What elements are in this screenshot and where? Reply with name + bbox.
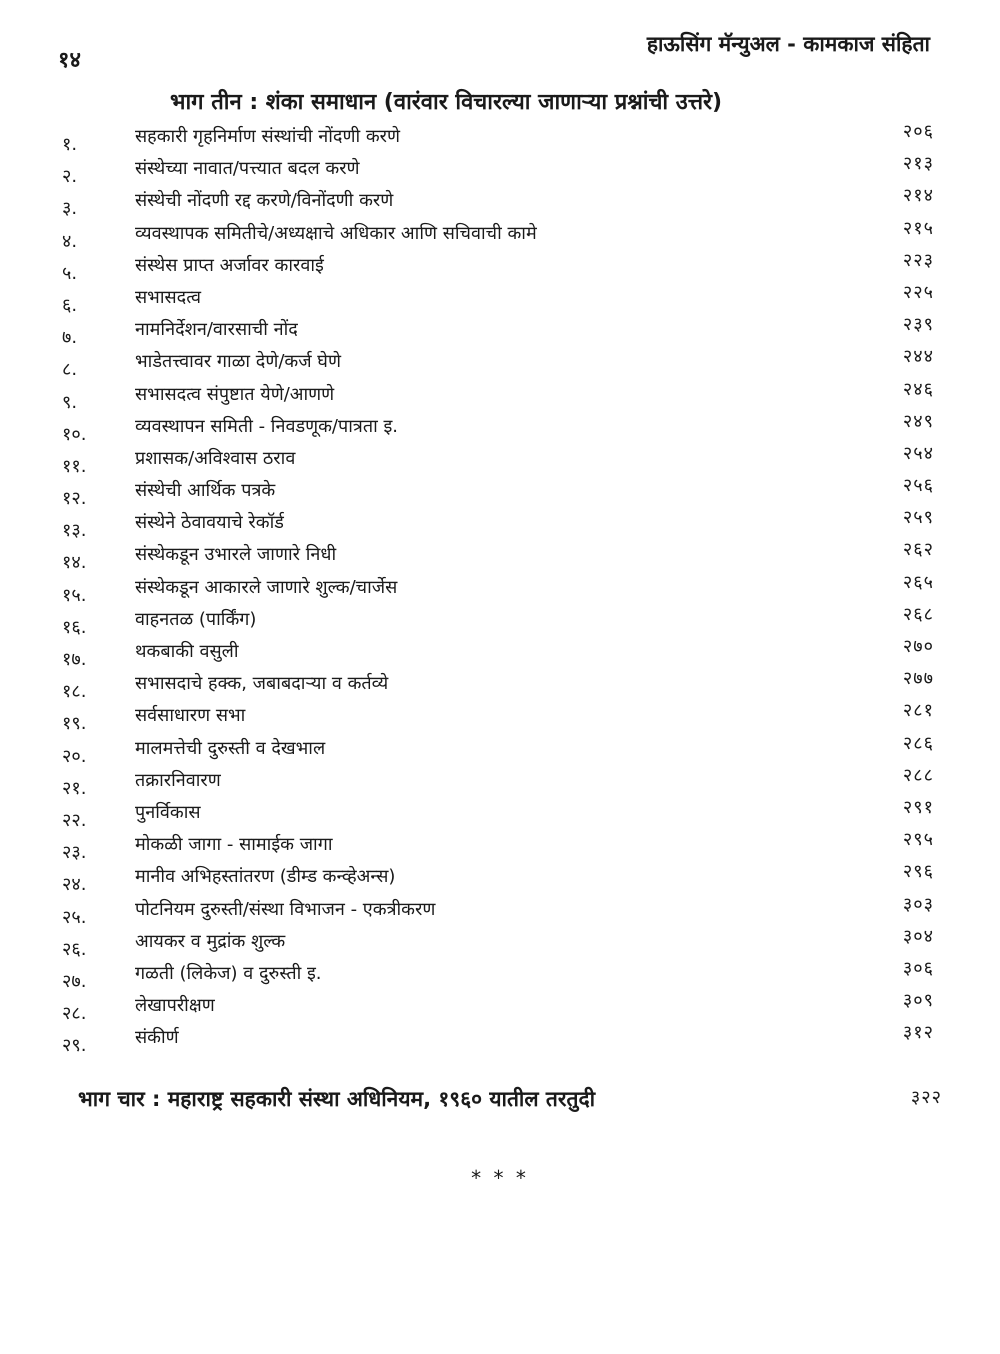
toc-entry-title: पुनर्विकास: [135, 801, 201, 823]
toc-entry-number: २५.: [62, 906, 87, 928]
toc-entry-number: १७.: [62, 649, 87, 670]
toc-entry-number: ४.: [62, 230, 78, 252]
toc-entry-number: २९.: [62, 1035, 87, 1057]
toc-entry-page: २२५: [902, 281, 934, 303]
toc-entry: [0, 347, 1000, 379]
toc-entry-number: २८.: [62, 1003, 87, 1025]
toc-entry-number: १८.: [62, 681, 87, 703]
toc-entry-number: १५.: [62, 584, 87, 606]
toc-entry-title: संकीर्ण: [135, 1027, 179, 1049]
toc-entry: [0, 154, 1000, 186]
toc-entry: [0, 251, 1000, 283]
toc-entry: [0, 186, 1000, 218]
toc-entry: [0, 380, 1000, 412]
toc-entry: [0, 959, 1000, 991]
toc-entry-page: २७०: [902, 636, 934, 657]
toc-entry-page: ३०९: [902, 990, 934, 1012]
toc-entry-title: संस्थेची नोंदणी रद्द करणे/विनोंदणी करणे: [135, 190, 394, 212]
toc-entry: [0, 669, 1000, 701]
toc-entry: [0, 476, 1000, 508]
toc-entry-page: २०६: [902, 121, 934, 142]
toc-entry-title: वाहनतळ (पार्किंग): [135, 608, 257, 630]
toc-entry: [0, 540, 1000, 572]
toc-entry-title: संस्थेच्या नावात/पत्त्यात बदल करणे: [135, 158, 360, 180]
toc-entry-page: २८१: [902, 700, 934, 722]
toc-entry-title: व्यवस्थापक समितीचे/अध्यक्षाचे अधिकार आणि सचिवाची कामे: [135, 222, 537, 244]
toc-entry-title: संस्थेची आर्थिक पत्रके: [135, 480, 276, 502]
running-head: हाऊसिंग मॅन्युअल - कामकाज संहिता: [646, 32, 930, 56]
toc-entry: [0, 219, 1000, 251]
toc-entry: [0, 412, 1000, 444]
toc-entry: [0, 315, 1000, 347]
toc-entry: [0, 830, 1000, 862]
toc-entry-page: २४९: [902, 410, 934, 432]
toc-entry: [0, 991, 1000, 1023]
toc-entry-title: व्यवस्थापन समिती - निवडणूक/पात्रता इ.: [135, 415, 399, 437]
toc-entry-number: २०.: [62, 745, 87, 767]
toc-entry-title: सभासदाचे हक्क, जबाबदाऱ्या व कर्तव्ये: [135, 673, 389, 695]
toc-entry-page: ३०४: [902, 925, 934, 947]
toc-entry-page: २५६: [902, 475, 934, 497]
toc-entry-page: २८६: [902, 732, 934, 754]
toc-entry-number: ११.: [62, 455, 87, 477]
toc-entry-page: २६८: [902, 603, 934, 625]
toc-entry-page: २६५: [902, 571, 934, 593]
toc-entry: [0, 895, 1000, 927]
toc-entry: [0, 637, 1000, 669]
toc-list: [0, 122, 1000, 1055]
toc-entry-page: २३९: [902, 314, 934, 336]
toc-entry-number: ७.: [62, 327, 78, 349]
toc-entry-number: ३.: [62, 198, 78, 220]
toc-entry-title: मानीव अभिहस्तांतरण (डीम्ड कन्व्हेअन्स): [135, 866, 396, 888]
toc-entry-title: पोटनियम दुरुस्ती/संस्था विभाजन - एकत्रीकरण: [135, 898, 436, 920]
part-four-page: ३२२: [910, 1087, 942, 1108]
toc-entry-number: २६.: [62, 938, 87, 960]
toc-entry-title: प्रशासक/अविश्वास ठराव: [135, 447, 296, 469]
toc-entry-number: १९.: [62, 713, 87, 735]
toc-entry-page: २१५: [902, 217, 934, 239]
toc-entry: [0, 701, 1000, 733]
toc-entry-title: भाडेतत्त्वावर गाळा देणे/कर्ज घेणे: [135, 351, 341, 373]
toc-entry-title: थकबाकी वसुली: [135, 641, 239, 662]
toc-entry: [0, 734, 1000, 766]
toc-entry-number: ६.: [62, 294, 78, 316]
toc-entry-title: संस्थेकडून आकारले जाणारे शुल्क/चार्जेस: [135, 576, 398, 598]
toc-entry-page: २७७: [902, 668, 934, 690]
toc-entry-title: आयकर व मुद्रांक शुल्क: [135, 930, 286, 952]
toc-entry-title: सर्वसाधारण सभा: [135, 705, 246, 727]
toc-entry-title: नामनिर्देशन/वारसाची नोंद: [135, 319, 298, 341]
toc-entry-number: २३.: [62, 842, 87, 864]
toc-entry: [0, 1023, 1000, 1055]
toc-entry-page: ३०६: [902, 957, 934, 979]
toc-entry-page: २८८: [902, 764, 934, 786]
toc-entry: [0, 283, 1000, 315]
toc-entry-number: १०.: [62, 423, 87, 445]
toc-entry-page: २५९: [902, 507, 934, 529]
toc-entry-number: २२.: [62, 809, 87, 831]
toc-entry: [0, 444, 1000, 476]
section-title: भाग तीन : शंका समाधान (वारंवार विचारल्या जाणाऱ्या प्रश्नांची उत्तरे): [170, 90, 723, 115]
toc-entry-page: २९५: [902, 829, 934, 851]
toc-entry-page: २४४: [902, 346, 934, 368]
toc-entry-number: २४.: [62, 874, 87, 896]
toc-entry-number: १२.: [62, 488, 87, 510]
toc-entry-page: २४६: [902, 378, 934, 400]
toc-entry-number: १४.: [62, 552, 87, 574]
toc-entry-page: २९६: [902, 861, 934, 883]
part-four-title: भाग चार : महाराष्ट्र सहकारी संस्था अधिनियम, १९६० यातील तरतुदी: [78, 1087, 596, 1111]
toc-entry-page: २१३: [902, 153, 934, 175]
toc-entry-title: तक्रारनिवारण: [135, 769, 221, 791]
toc-entry-number: २७.: [62, 970, 87, 992]
toc-entry-title: संस्थेस प्राप्त अर्जावर कारवाई: [135, 254, 324, 276]
toc-entry-number: ८.: [62, 359, 78, 381]
toc-entry-number: २.: [62, 166, 78, 188]
toc-entry-title: संस्थेने ठेवावयाचे रेकॉर्ड: [135, 512, 284, 534]
toc-entry-title: सभासदत्व: [135, 286, 201, 308]
toc-entry-number: १३.: [62, 520, 87, 542]
toc-entry-title: संस्थेकडून उभारले जाणारे निधी: [135, 544, 337, 566]
toc-entry-page: २१४: [902, 185, 934, 207]
toc-entry-number: ९.: [62, 391, 78, 413]
toc-entry: [0, 508, 1000, 540]
end-mark: * * *: [471, 1166, 529, 1190]
toc-entry-number: २१.: [62, 777, 87, 799]
toc-entry: [0, 862, 1000, 894]
toc-entry-title: मालमत्तेची दुरुस्ती व देखभाल: [135, 737, 326, 759]
toc-entry: [0, 927, 1000, 959]
toc-entry-title: सभासदत्व संपुष्टात येणे/आणणे: [135, 383, 335, 405]
toc-entry-page: ३१२: [902, 1022, 934, 1044]
toc-entry-page: २६२: [902, 539, 934, 561]
toc-entry: [0, 798, 1000, 830]
toc-entry-title: मोकळी जागा - सामाईक जागा: [135, 834, 333, 856]
page-number: १४: [58, 48, 81, 73]
toc-entry: [0, 605, 1000, 637]
toc-entry-number: १.: [62, 134, 78, 155]
toc-entry: [0, 122, 1000, 154]
toc-entry-title: लेखापरीक्षण: [135, 995, 215, 1017]
toc-entry-page: २५४: [902, 442, 934, 464]
toc-entry-number: १६.: [62, 616, 87, 638]
toc-entry-page: २२३: [902, 249, 934, 271]
toc-entry: [0, 573, 1000, 605]
toc-entry-title: गळती (लिकेज) व दुरुस्ती इ.: [135, 962, 322, 984]
toc-entry-page: २९१: [902, 796, 934, 818]
toc-entry-number: ५.: [62, 262, 78, 284]
toc-entry-page: ३०३: [902, 893, 934, 915]
toc-entry: [0, 766, 1000, 798]
toc-entry-title: सहकारी गृहनिर्माण संस्थांची नोंदणी करणे: [135, 126, 401, 147]
